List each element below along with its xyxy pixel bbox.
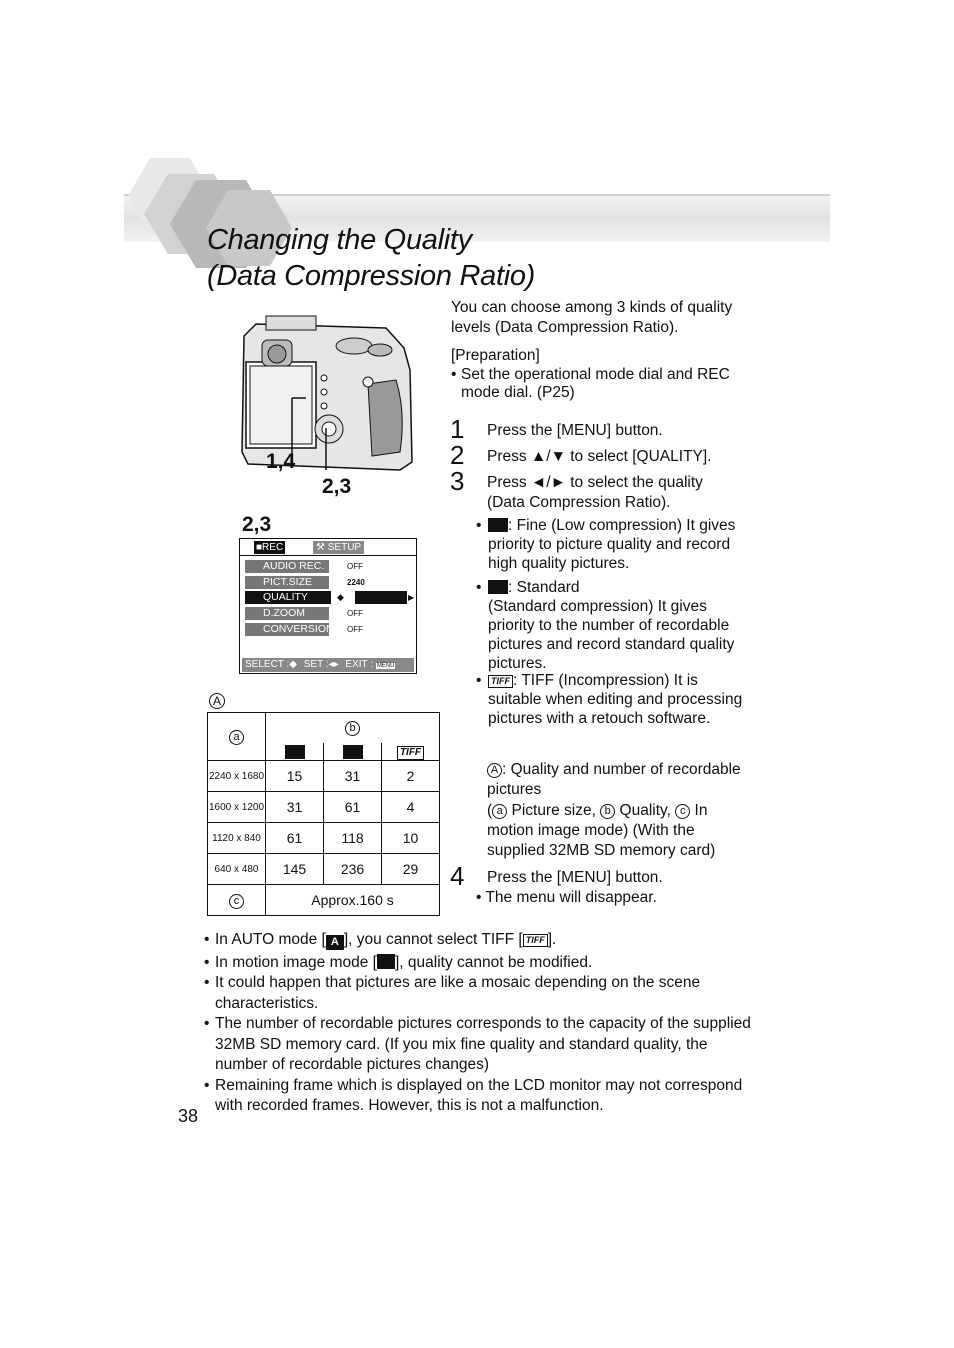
camera-label-cursor: 2,3 <box>322 475 352 498</box>
menu-figure-label: 2,3 <box>242 513 272 536</box>
lcd-item-pict-size: PICT.SIZE 2240 <box>245 576 329 589</box>
step-3-number: 3 <box>450 466 465 496</box>
note-auto: • In AUTO mode [ A ], you cannot select TIFF [ TIFF ]. <box>204 931 557 948</box>
step-3-text: Press ◄/► to select the quality (Data Compression Ratio). <box>487 474 703 511</box>
title-line-1: Changing the Quality <box>207 224 472 256</box>
lcd-tab-rec: ■REC <box>256 542 284 553</box>
preparation-bullet: • Set the operational mode dial and REC mode dial. (P25) <box>451 366 730 401</box>
table-row: 1120 x 840 61 118 10 <box>208 823 440 854</box>
lcd-item-conversion: CONVERSION OFF <box>245 623 329 636</box>
table-legend: A : Quality and number of recordable pictures ( a Picture size, b Quality, c In motion image mode) (With the supplied 32MB SD memory card) <box>487 761 741 859</box>
option-fine: • : Fine (Low compression) It gives priority to picture quality and record high quality pictures. <box>476 517 736 572</box>
lcd-item-dzoom: D.ZOOM OFF <box>245 607 329 620</box>
tiff-icon: TIFF <box>397 746 424 760</box>
table-marker-a: A <box>209 693 225 711</box>
updown-icon: ◆ <box>289 659 297 670</box>
lcd-item-quality: QUALITY ◆ ▶ <box>245 591 331 604</box>
camera-illustration <box>236 312 416 477</box>
step-4-number: 4 <box>450 861 465 891</box>
updown-arrow-icon: ◆ <box>337 592 344 602</box>
step-2-number: 2 <box>450 440 465 470</box>
quality-selector <box>355 591 407 604</box>
lcd-menu-screen <box>239 538 417 674</box>
col-a-header: a <box>208 713 266 761</box>
lcd-tab-setup: ⚒ SETUP <box>313 541 364 554</box>
notes <box>204 930 754 1117</box>
table-row: 640 x 480 145 236 29 <box>208 854 440 885</box>
note-motion: • In motion image mode [ ], quality cannot be modified. <box>204 953 593 971</box>
leftright-icon: ◂▸ <box>328 659 339 670</box>
camera-label-menu: 1,4 <box>266 450 296 473</box>
fine-quality-icon <box>285 745 305 759</box>
table-row: 1600 x 1200 31 61 4 <box>208 792 440 823</box>
motion-mode-icon <box>377 954 395 969</box>
page-title <box>207 222 535 294</box>
step-1-text: Press the [MENU] button. <box>487 422 663 439</box>
quality-table <box>207 712 440 916</box>
lcd-footer: SELECT :◆ SET :◂▸ EXIT : MENU <box>245 659 395 670</box>
head-tiff <box>382 743 440 761</box>
page-number: 38 <box>178 1106 199 1126</box>
step-4-text: Press the [MENU] button. <box>487 869 663 886</box>
fine-quality-icon <box>488 518 508 532</box>
step-4-bullet: • The menu will disappear. <box>476 889 657 906</box>
lcd-item-audio: AUDIO REC. OFF <box>245 560 329 573</box>
option-standard: • : Standard (Standard compression) It gives priority to the number of recordable pictures and record standard quality pictures. <box>476 579 735 672</box>
note-capacity: • The number of recordable pictures corresponds to the capacity of the supplied 32MB SD memory card. (If you mix fine quality and standard quality, the number of recordable pictures changes) <box>204 1015 751 1073</box>
tiff-icon: TIFF <box>488 675 513 688</box>
preparation-label: [Preparation] <box>451 347 540 364</box>
camera-icon: ■ <box>256 542 263 553</box>
table-row: 2240 x 1680 15 31 2 <box>208 761 440 792</box>
title-line-2: (Data Compression Ratio) <box>207 260 536 292</box>
intro-text: You can choose among 3 kinds of quality levels (Data Compression Ratio). <box>451 299 733 336</box>
option-tiff: • TIFF : TIFF (Incompression) It is suitable when editing and processing pictures with a retouch software. <box>476 672 743 727</box>
head-standard <box>324 743 382 761</box>
auto-mode-icon: A <box>326 935 344 950</box>
head-fine <box>266 743 324 761</box>
standard-quality-icon <box>343 745 363 759</box>
right-arrow-icon: ▶ <box>408 593 415 602</box>
col-b-header: b <box>266 713 440 743</box>
table-row-motion: c Approx.160 s <box>208 885 440 916</box>
step-2-text: Press ▲/▼ to select [QUALITY]. <box>487 448 712 465</box>
step-1-number: 1 <box>450 414 465 444</box>
note-remaining: • Remaining frame which is displayed on the LCD monitor may not correspond with recorded frames. However, this is not a malfunction. <box>204 1076 743 1114</box>
note-mosaic: • It could happen that pictures are like a mosaic depending on the scene characteristics. <box>204 974 701 1012</box>
menu-icon: MENU <box>376 663 395 669</box>
tiff-icon: TIFF <box>523 934 548 947</box>
wrench-icon: ⚒ <box>316 542 325 553</box>
standard-quality-icon <box>488 580 508 594</box>
